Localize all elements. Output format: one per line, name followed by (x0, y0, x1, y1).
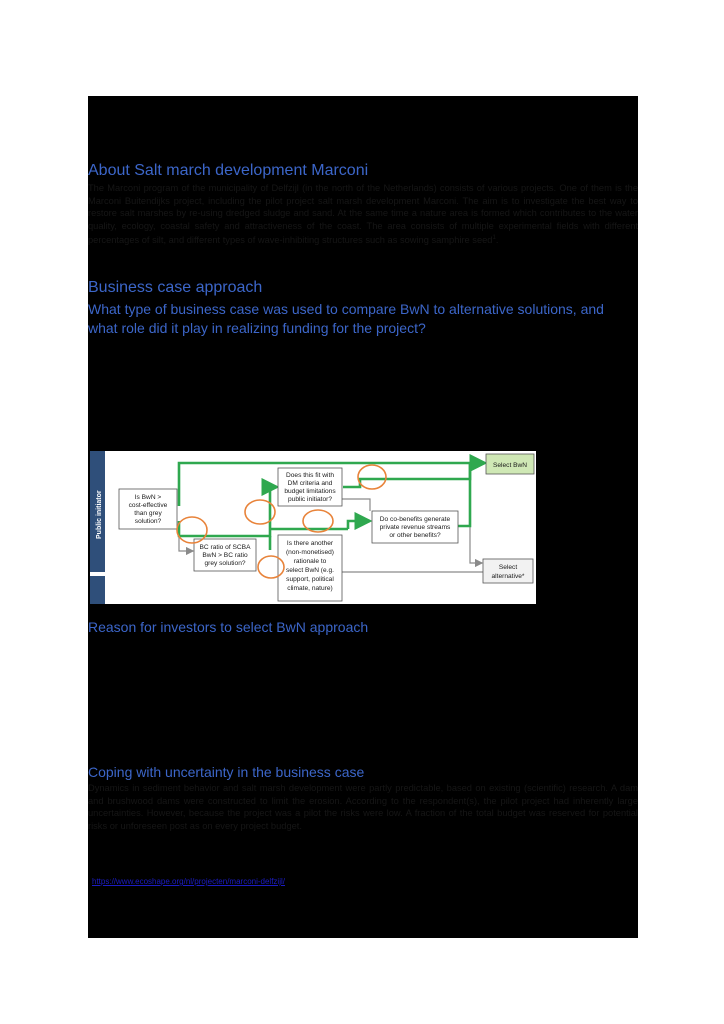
q4-line-5: support, political (286, 576, 334, 583)
q2-line-1: BC ratio of SCBA (199, 544, 251, 551)
q1-line-4: solution? (134, 518, 162, 525)
select-bwn-label: Select BwN (492, 462, 528, 469)
select-alt-line-2: alternative* (491, 573, 525, 580)
q3-line-3: budget limitations (284, 488, 336, 495)
q5-line-2: private revenue streams (379, 524, 451, 531)
side-label: Public initiator (96, 490, 103, 539)
coping-title: Coping with uncertainty in the business case (88, 764, 365, 780)
select-alt-line-1: Select (498, 564, 518, 571)
business-question-line-2: what role did it play in realizing funding for the project? (88, 320, 426, 336)
document-page (88, 96, 638, 938)
q5-line-3: or other benefits? (389, 532, 441, 539)
footnote-link[interactable]: https://www.ecoshape.org/nl/projecten/marconi-delfzijl/ (92, 877, 285, 886)
about-paragraph (88, 182, 638, 247)
q3-line-2: DM criteria and (287, 480, 333, 487)
q5-line-1: Do co-benefits generate (379, 516, 451, 523)
q1-line-1: Is BwN > (134, 494, 162, 501)
about-title: About Salt march development Marconi (88, 162, 369, 179)
q1-line-3: than grey (134, 510, 162, 517)
about-text-end: . (495, 235, 499, 246)
q3-line-4: public initiator? (288, 496, 332, 503)
business-question-line-1: What type of business case was used to compare BwN to alternative solutions, and (88, 301, 604, 317)
q4-line-3: rationale to (293, 558, 327, 565)
reason-title: Reason for investors to select BwN approach (88, 619, 369, 635)
q2-line-3: grey solution? (204, 560, 246, 567)
footnote-mark: 1 (492, 235, 496, 242)
coping-paragraph: Dynamics in sediment behavior and salt marsh development were partly predictable, based on existing (scientific) research. A dam and brushwood dams were constructed to limit the erosion. According to the respondent(s), the pilot project had inherently large uncertainties. However, because the project was a pilot the risks were low. A fraction of the total budget was reserved for potential risks or unforeseen post as on every project budget. (88, 783, 638, 831)
about-text: The Marconi program of the municipality of Delfzijl (in the north of the Netherlands) consists of various projects. One of them is the Marconi Buitendijks project, including the pilot project salt marsh development Marconi. The aim is to investigate the best way to restore salt marshes by re-using dredged sludge and sand. At the same time a nature area is formed which contributes to the water quality, ecology, coastal safety and attractiveness of the coast. The area consists of multiple experimental fields with different percentages of silt, and different types of wave-inhibiting structures such as sowing samphire seed (88, 183, 638, 246)
q4-line-4: select BwN (e.g. (285, 567, 335, 574)
q3-line-1: Does this fit with (285, 472, 335, 479)
q4-line-6: climate, nature) (287, 585, 333, 592)
side-band-lower (90, 576, 105, 604)
q4-line-2: (non-monetised) (285, 549, 335, 556)
q1-line-2: cost-effective (128, 502, 168, 509)
q2-line-2: BwN > BC ratio (202, 552, 248, 559)
q4-line-1: Is there another (286, 540, 334, 547)
business-case-flowchart (90, 451, 536, 604)
business-title: Business case approach (88, 279, 263, 296)
